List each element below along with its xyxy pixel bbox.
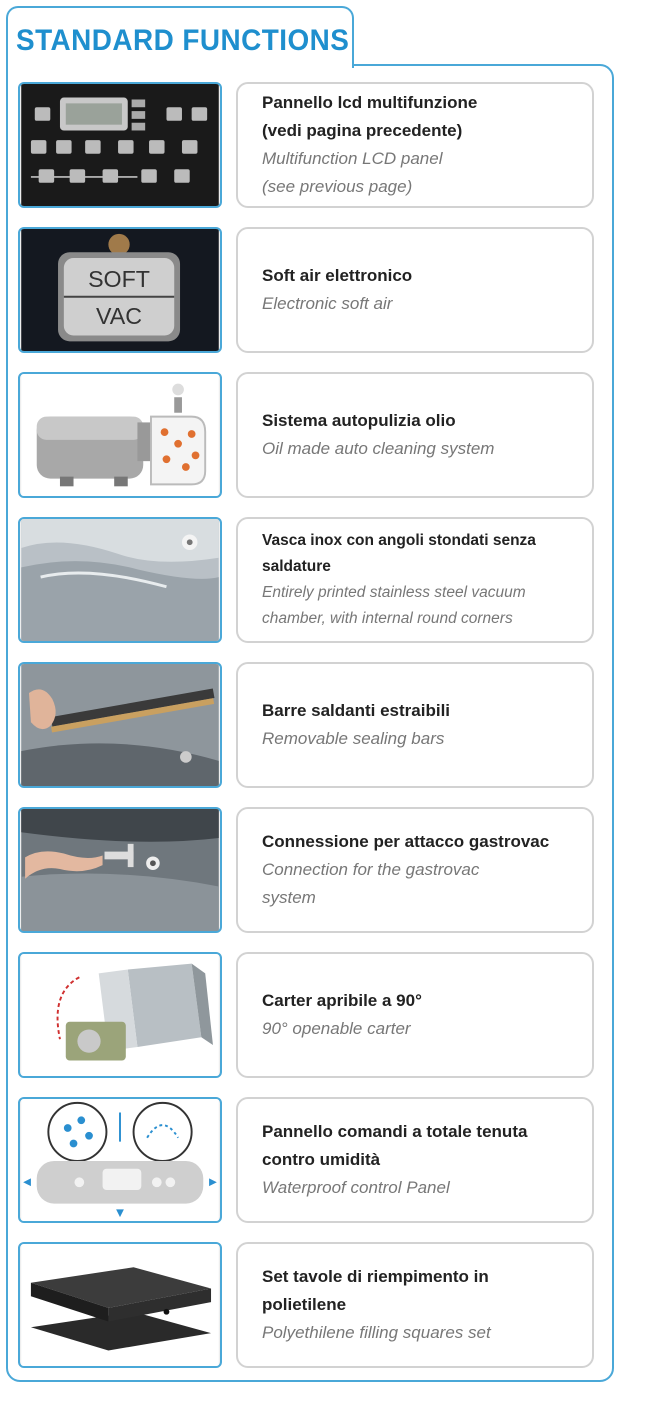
feature-title-it-line2: saldature	[262, 558, 331, 575]
feature-title-en-line2: system	[262, 888, 316, 907]
feature-row	[18, 1242, 596, 1372]
feature-card	[236, 372, 594, 498]
feature-title-it: Carter apribile a 90°	[262, 991, 422, 1010]
feature-title-it: Barre saldanti estraibili	[262, 701, 451, 720]
section-title: STANDARD FUNCTIONS	[16, 24, 350, 57]
feature-title-en: Oil made auto cleaning system	[262, 439, 495, 458]
feature-title-en: Electronic soft air	[262, 294, 393, 313]
feature-row	[18, 1097, 596, 1227]
feature-title-en: 90° openable carter	[262, 1019, 411, 1038]
feature-title-it: Set tavole di riempimento in	[262, 1267, 489, 1286]
feature-title-it: Vasca inox con angoli stondati senza	[262, 532, 536, 549]
feature-title-it: Sistema autopulizia olio	[262, 411, 456, 430]
gastrovac-connector-icon	[18, 807, 222, 933]
feature-card	[236, 1097, 594, 1223]
feature-title-it: Pannello comandi a totale tenuta	[262, 1122, 528, 1141]
filling-boards-icon	[18, 1242, 222, 1368]
steel-chamber-icon	[18, 517, 222, 643]
feature-row	[18, 952, 596, 1082]
feature-row	[18, 82, 596, 212]
feature-title-it-line2: (vedi pagina precedente)	[262, 121, 463, 140]
feature-title-it-line2: contro umidità	[262, 1150, 381, 1169]
feature-title-en: Entirely printed stainless steel vacuum	[262, 584, 526, 601]
feature-card	[236, 82, 594, 208]
opening-carter-icon	[18, 952, 222, 1078]
feature-card	[236, 952, 594, 1078]
feature-title-en: Removable sealing bars	[262, 729, 445, 748]
soft-vac-button-icon	[18, 227, 222, 353]
oil-pump-icon	[18, 372, 222, 498]
feature-title-en: Waterproof control Panel	[262, 1178, 450, 1197]
soft-label: SOFT	[88, 266, 150, 293]
section-tab	[6, 6, 354, 68]
feature-title-it: Pannello lcd multifunzione	[262, 93, 478, 112]
feature-title-en: Connection for the gastrovac	[262, 860, 480, 879]
lcd-panel-icon	[18, 82, 222, 208]
feature-title-en-line2: (see previous page)	[262, 177, 413, 196]
feature-card	[236, 517, 594, 643]
feature-row	[18, 372, 596, 502]
feature-row	[18, 662, 596, 792]
feature-title-it-line2: polietilene	[262, 1295, 347, 1314]
sealing-bar-icon	[18, 662, 222, 788]
feature-title-it: Connessione per attacco gastrovac	[262, 832, 550, 851]
feature-title-en-line2: chamber, with internal round corners	[262, 610, 513, 627]
feature-title-en: Multifunction LCD panel	[262, 149, 443, 168]
feature-card	[236, 1242, 594, 1368]
feature-row	[18, 517, 596, 647]
waterproof-panel-icon	[18, 1097, 222, 1223]
feature-title-en: Polyethilene filling squares set	[262, 1323, 491, 1342]
feature-card	[236, 227, 594, 353]
feature-row	[18, 227, 596, 357]
feature-card	[236, 807, 594, 933]
vac-label: VAC	[96, 302, 143, 329]
feature-card	[236, 662, 594, 788]
feature-title-it: Soft air elettronico	[262, 266, 413, 285]
feature-row	[18, 807, 596, 937]
